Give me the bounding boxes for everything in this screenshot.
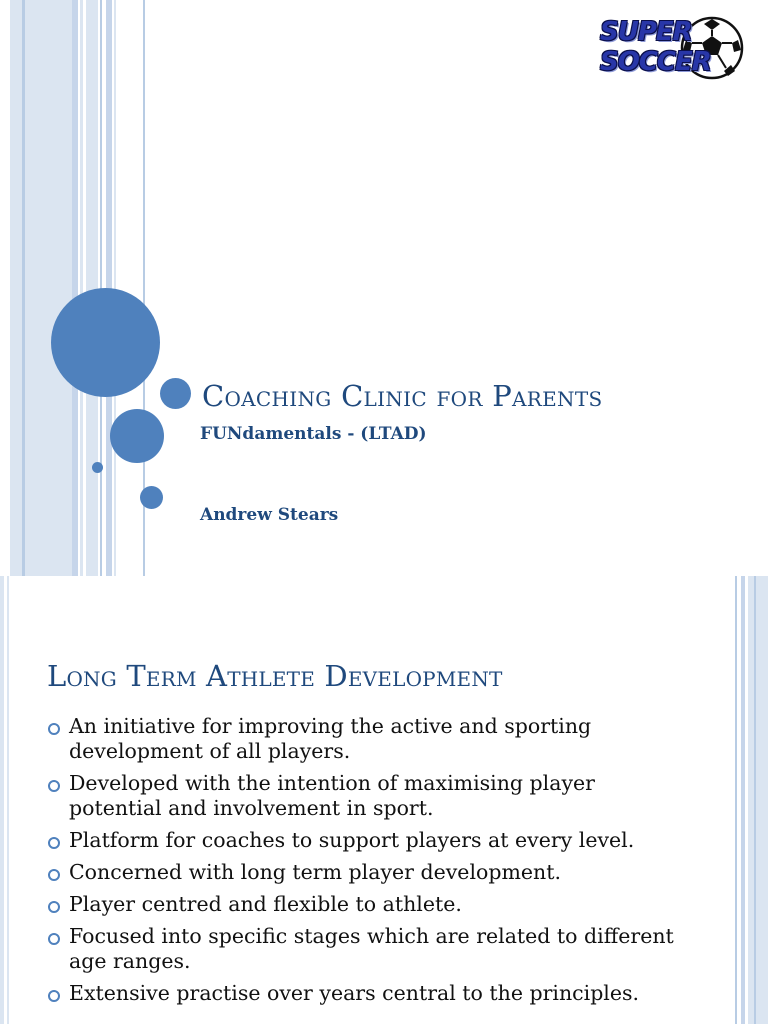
bullet-circle-icon (48, 869, 60, 881)
decor-stripe (80, 0, 83, 576)
decor-stripe (10, 0, 72, 576)
content-slide (0, 576, 768, 1024)
list-item (46, 924, 676, 974)
bullet-circle-icon (48, 723, 60, 735)
decor-stripe (748, 576, 768, 1024)
bullet-text: Developed with the intention of maximising player potential and involvement in sport. (69, 771, 595, 820)
bullet-text: An initiative for improving the active and sporting development of all players. (69, 714, 592, 763)
bullet-circle-icon (48, 780, 60, 792)
decor-stripe (22, 0, 25, 576)
author-name: Andrew Stears (200, 505, 339, 525)
logo-text-super: SUPER (600, 17, 692, 47)
bullet-text: Extensive practise over years central to the principles. (69, 981, 640, 1005)
decor-circle (140, 486, 163, 509)
list-item (46, 981, 676, 1006)
bullet-text: Platform for coaches to support players at every level. (69, 828, 635, 852)
slide-title: Coaching Clinic for Parents (202, 379, 603, 413)
bullet-text: Focused into specific stages which are related to different age ranges. (69, 924, 674, 973)
list-item (46, 714, 676, 764)
super-soccer-logo (598, 14, 746, 84)
list-item (46, 828, 676, 853)
decor-circle (160, 378, 191, 409)
bullet-circle-icon (48, 837, 60, 849)
decor-circle-large (51, 288, 160, 397)
slide-title: Long Term Athlete Development (47, 659, 503, 693)
list-item (46, 892, 676, 917)
decor-stripe (754, 576, 756, 1024)
decor-stripe (735, 576, 737, 1024)
list-item (46, 860, 676, 885)
decor-stripe (7, 576, 9, 1024)
bullet-text: Player centred and flexible to athlete. (69, 892, 462, 916)
decor-circle (110, 409, 164, 463)
decor-stripe (72, 0, 78, 576)
slide-subtitle: FUNdamentals - (LTAD) (200, 424, 427, 444)
decor-stripe (0, 576, 4, 1024)
bullet-list (46, 714, 676, 1013)
bullet-circle-icon (48, 990, 60, 1002)
decor-circle-small (92, 462, 103, 473)
bullet-circle-icon (48, 901, 60, 913)
decor-stripe (741, 576, 745, 1024)
bullet-text: Concerned with long term player development. (69, 860, 561, 884)
bullet-circle-icon (48, 933, 60, 945)
logo-text-soccer: SOCCER (600, 47, 711, 77)
list-item (46, 771, 676, 821)
